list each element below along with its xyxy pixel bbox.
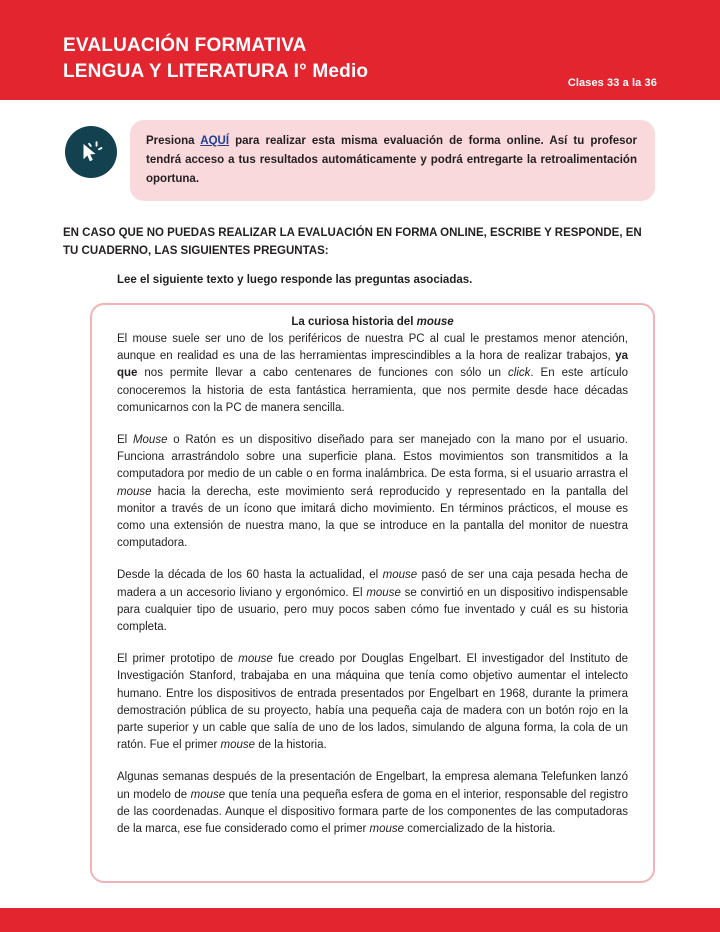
instruction-sub: Lee el siguiente texto y luego responde las preguntas asociadas. [117, 274, 473, 286]
page-header [0, 0, 720, 100]
page-title-line-1: EVALUACIÓN FORMATIVA [63, 35, 307, 56]
header-content [63, 34, 657, 90]
reading-paragraph-list [117, 331, 628, 838]
reading-text-box [90, 303, 655, 883]
online-evaluation-notice [63, 120, 655, 190]
page-title-line-2: LENGUA Y LITERATURA I° Medio [63, 61, 369, 82]
reading-paragraph: El primer prototipo de mouse fue creado por Douglas Engelbart. El investigador del Instituto de Investigación Stanford, trabajaba en una máquina que tenía como objetivo aumentar el intelecto humano. Entre los dispositivos de entrada presentados por Engelbart en 1968, durante la primera demostración pública de su proyecto, había una pequeña caja de madera con un botón rojo en la parte superior y un cable que salía de uno de los lados, simulando de alguna forma, la cola de un ratón. Fue el primer mouse de la historia. [117, 653, 628, 752]
notice-text-before: Presiona [146, 135, 201, 147]
click-cursor-icon [65, 126, 117, 178]
aqui-link[interactable]: AQUÍ [200, 135, 230, 147]
page-footer [0, 908, 720, 932]
reading-paragraph: Algunas semanas después de la presentación de Engelbart, la empresa alemana Telefunken lanzó un modelo de mouse que tenía una pequeña esfera de goma en el interior, responsable del registro de las coordenadas. Aunque el dispositivo formara parte de los componentes de las computadoras de la marca, ese fue considerado como el primer mouse comercializado de la historia. [117, 771, 628, 836]
reading-title-italic: mouse [416, 316, 454, 328]
instruction-main: EN CASO QUE NO PUEDAS REALIZAR LA EVALUACIÓN EN FORMA ONLINE, ESCRIBE Y RESPONDE, EN TU CUADERNO, LAS SIGUIENTES PREGUNTAS: [63, 227, 642, 257]
reading-title-plain: La curiosa historia del [291, 316, 417, 328]
reading-paragraph: El mouse suele ser uno de los periféricos de nuestra PC al cual le prestamos menor atención, aunque en realidad es una de las herramientas imprescindibles a la hora de realizar trabajos, ya que nos permite llevar a cabo centenares de funciones con sólo un click. En este artículo conoceremos la historia de esta fantástica herramienta, que nos permite desde hace décadas comunicarnos con la PC de manera sencilla. [117, 333, 628, 414]
notice-text-after: para realizar esta misma evaluación de forma online. Así tu profesor tendrá acceso a tus resultados automáticamente y podrá entregarte la retroalimentación oportuna. [146, 135, 637, 185]
reading-text-title [117, 314, 628, 331]
notice-box [130, 120, 655, 201]
reading-paragraph: El Mouse o Ratón es un dispositivo diseñado para ser manejado con la mano por el usuario. Funciona arrastrándolo sobre una superficie plana. Estos movimientos son transmitidos a la computadora por medio de un cable o en forma inalámbrica. De esta forma, si el usuario arrastra el mouse hacia la derecha, este movimiento será reproducido y representado en la pantalla del monitor a través de un ícono que imitará dicho movimiento. En términos prácticos, el mouse es como una extensión de nuestra mano, la que se introduce en la pantalla del monitor de nuestra computadora. [117, 434, 628, 550]
reading-paragraph: Desde la década de los 60 hasta la actualidad, el mouse pasó de ser una caja pesada hecha de madera a un accesorio liviano y ergonómico. El mouse se convirtió en un dispositivo indispensable para cualquier tipo de usuario, pero muy pocos saben cómo fue inventado y cuál es su historia completa. [117, 569, 628, 634]
notice-text [146, 132, 637, 189]
classes-range-label: Clases 33 a la 36 [567, 77, 657, 89]
